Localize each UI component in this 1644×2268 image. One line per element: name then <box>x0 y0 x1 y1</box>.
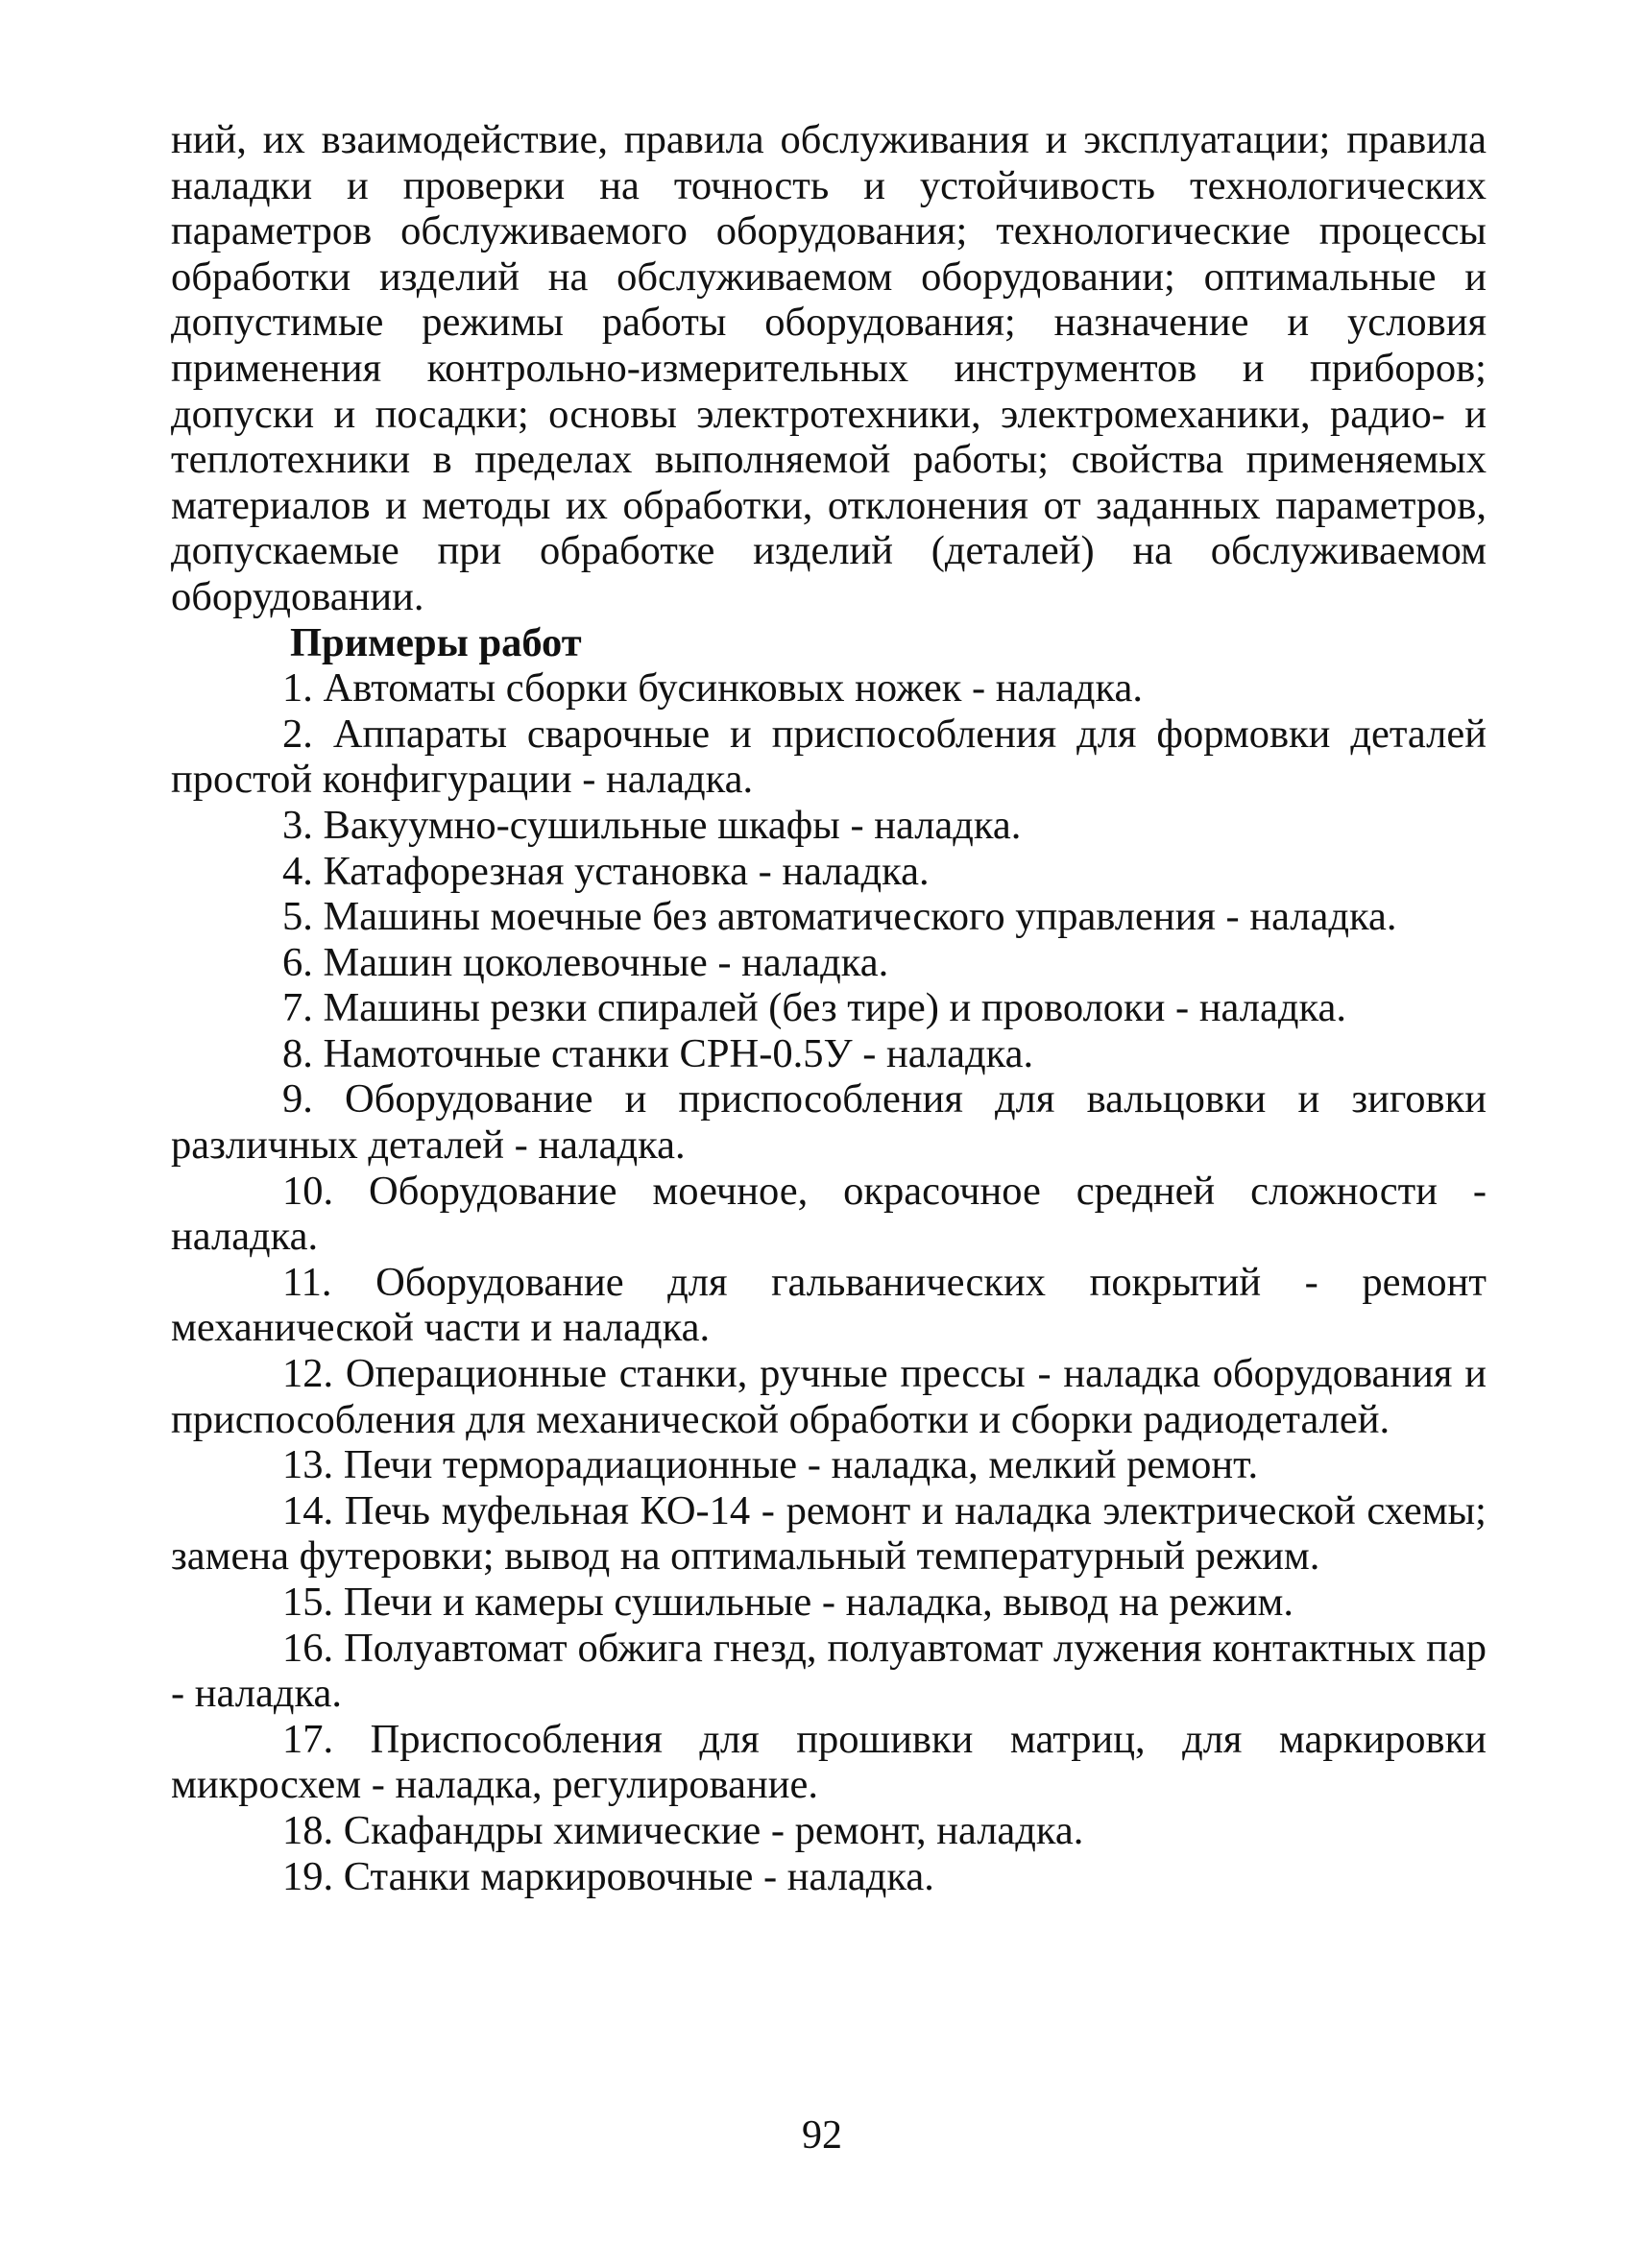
list-item: 14. Печь муфельная КО-14 - ремонт и наладка электрической схемы; замена футеровки; вывод на оптимальный температурный режим. <box>171 1487 1487 1580</box>
page-body <box>171 117 1487 1899</box>
list-item: 9. Оборудование и приспособления для вальцовки и зиговки различных деталей - наладка. <box>171 1076 1487 1169</box>
list-item: 8. Намоточные станки СРН-0.5У - наладка. <box>282 1030 1034 1076</box>
list-item: 15. Печи и камеры сушильные - наладка, вывод на режим. <box>282 1580 1294 1625</box>
page-number: 92 <box>802 2113 842 2158</box>
list-item: 3. Вакуумно-сушильные шкафы - наладка. <box>282 802 1022 848</box>
list-item: 19. Станки маркировочные - наладка. <box>282 1853 934 1899</box>
list-item: 1. Автоматы сборки бусинковых ножек - наладка. <box>282 665 1143 712</box>
list-item: 6. Машин цоколевочные - наладка. <box>282 939 889 985</box>
list-item: 12. Операционные станки, ручные прессы - наладка оборудования и приспособления для механической обработки и сборки радиодеталей. <box>171 1351 1487 1442</box>
list-item: 18. Скафандры химические - ремонт, наладка. <box>282 1807 1084 1853</box>
section-heading: Примеры работ <box>290 619 582 665</box>
list-item: 17. Приспособления для прошивки матриц, для маркировки микросхем - наладка, регулирование. <box>171 1716 1487 1808</box>
list-item: 7. Машины резки спиралей (без тире) и проволоки - наладка. <box>282 985 1346 1031</box>
intro-paragraph: ний, их взаимодействие, правила обслуживания и эксплуатации; правила наладки и проверки на точность и устойчивость технологических параметров обслуживаемого оборудования; технологические процессы обработки изделий на обслуживаемом оборудовании; оптимальные и допустимые режимы работы оборудования; назначение и условия применения контрольно-измерительных инструментов и приборов; допуски и посадки; основы электротехники, электромеханики, радио- и теплотехники в пределах выполняемой работы; свойства применяемых материалов и методы их обработки, отклонения от заданных параметров, допускаемые при обработке изделий (деталей) на обслуживаемом оборудовании. <box>171 117 1487 619</box>
list-item: 5. Машины моечные без автоматического управления - наладка. <box>282 894 1397 940</box>
list-item: 11. Оборудование для гальванических покрытий - ремонт механической части и наладка. <box>171 1259 1487 1351</box>
list-item: 2. Аппараты сварочные и приспособления для формовки деталей простой конфигурации - наладка. <box>171 711 1487 803</box>
list-item: 16. Полуавтомат обжига гнезд, полуавтомат лужения контактных пар - наладка. <box>171 1625 1487 1717</box>
list-item: 10. Оборудование моечное, окрасочное средней сложности - наладка. <box>171 1168 1487 1260</box>
list-item: 13. Печи терморадиационные - наладка, мелкий ремонт. <box>282 1442 1259 1488</box>
list-item: 4. Катафорезная установка - наладка. <box>282 848 930 894</box>
